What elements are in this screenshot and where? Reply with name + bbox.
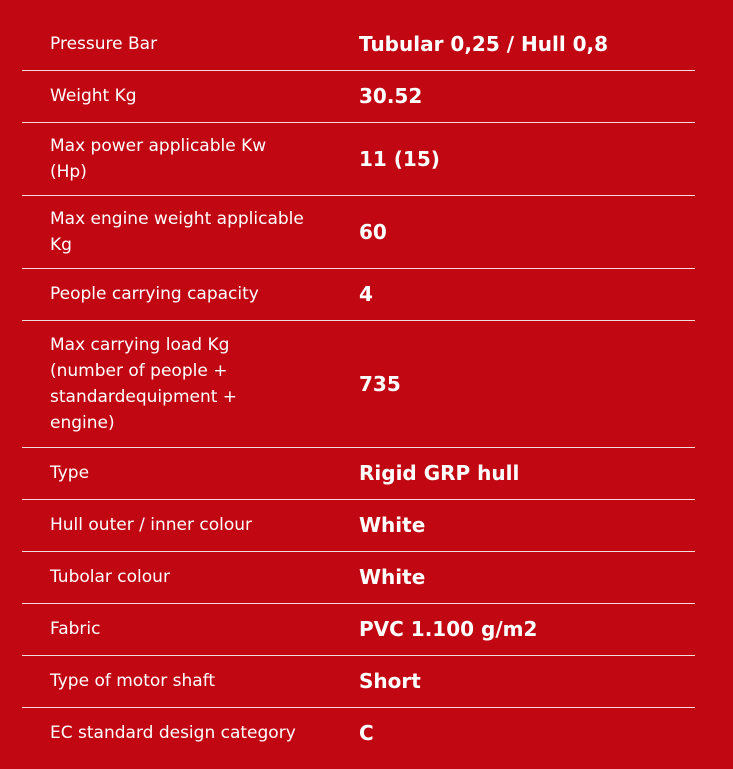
spec-row xyxy=(22,320,695,447)
spec-row xyxy=(22,195,695,268)
spec-label-cell xyxy=(22,603,359,655)
spec-label: Max power applicable Kw (Hp) xyxy=(50,135,267,182)
spec-row xyxy=(22,70,695,122)
spec-label: Pressure Bar xyxy=(50,33,158,54)
spec-label-cell xyxy=(22,655,359,707)
spec-row xyxy=(22,655,695,707)
spec-row xyxy=(22,707,695,759)
spec-value: 735 xyxy=(359,371,401,396)
spec-value: Rigid GRP hull xyxy=(359,461,520,485)
spec-label: People carrying capacity xyxy=(50,284,259,304)
spec-label-cell xyxy=(22,70,359,122)
spec-label-cell xyxy=(22,320,359,447)
specifications-table xyxy=(22,18,695,759)
spec-row xyxy=(22,551,695,603)
spec-label: Weight Kg xyxy=(50,86,137,106)
specifications-body xyxy=(22,18,695,759)
spec-value: Short xyxy=(359,669,421,693)
spec-label-cell xyxy=(22,268,359,320)
spec-label-cell xyxy=(22,18,359,70)
spec-row xyxy=(22,603,695,655)
spec-label-cell xyxy=(22,551,359,603)
spec-label: Tubolar colour xyxy=(50,567,170,587)
spec-label: EC standard design category xyxy=(50,723,296,744)
spec-label-cell xyxy=(22,195,359,268)
spec-row xyxy=(22,268,695,320)
spec-row xyxy=(22,122,695,195)
spec-label-cell xyxy=(22,122,359,195)
spec-row xyxy=(22,447,695,499)
spec-value: White xyxy=(359,565,426,589)
spec-value: 4 xyxy=(359,282,373,306)
spec-value: C xyxy=(359,721,374,746)
spec-label: Max carrying load Kg (number of people + standardequipment + engine) xyxy=(50,334,238,433)
spec-label-cell xyxy=(22,499,359,551)
spec-row xyxy=(22,18,695,70)
spec-value: Tubular 0,25 / Hull 0,8 xyxy=(359,31,609,56)
spec-value: 11 (15) xyxy=(359,146,440,171)
spec-value: PVC 1.100 g/m2 xyxy=(359,617,538,641)
spec-label-cell xyxy=(22,707,359,759)
spec-value: 60 xyxy=(359,219,387,244)
spec-value: White xyxy=(359,513,426,537)
spec-label: Type xyxy=(50,463,90,483)
spec-label: Hull outer / inner colour xyxy=(50,515,252,535)
spec-value: 30.52 xyxy=(359,84,423,108)
spec-label-cell xyxy=(22,447,359,499)
spec-label: Fabric xyxy=(50,619,101,639)
spec-row xyxy=(22,499,695,551)
spec-label: Max engine weight applicable Kg xyxy=(50,208,304,255)
spec-label: Type of motor shaft xyxy=(50,671,216,691)
